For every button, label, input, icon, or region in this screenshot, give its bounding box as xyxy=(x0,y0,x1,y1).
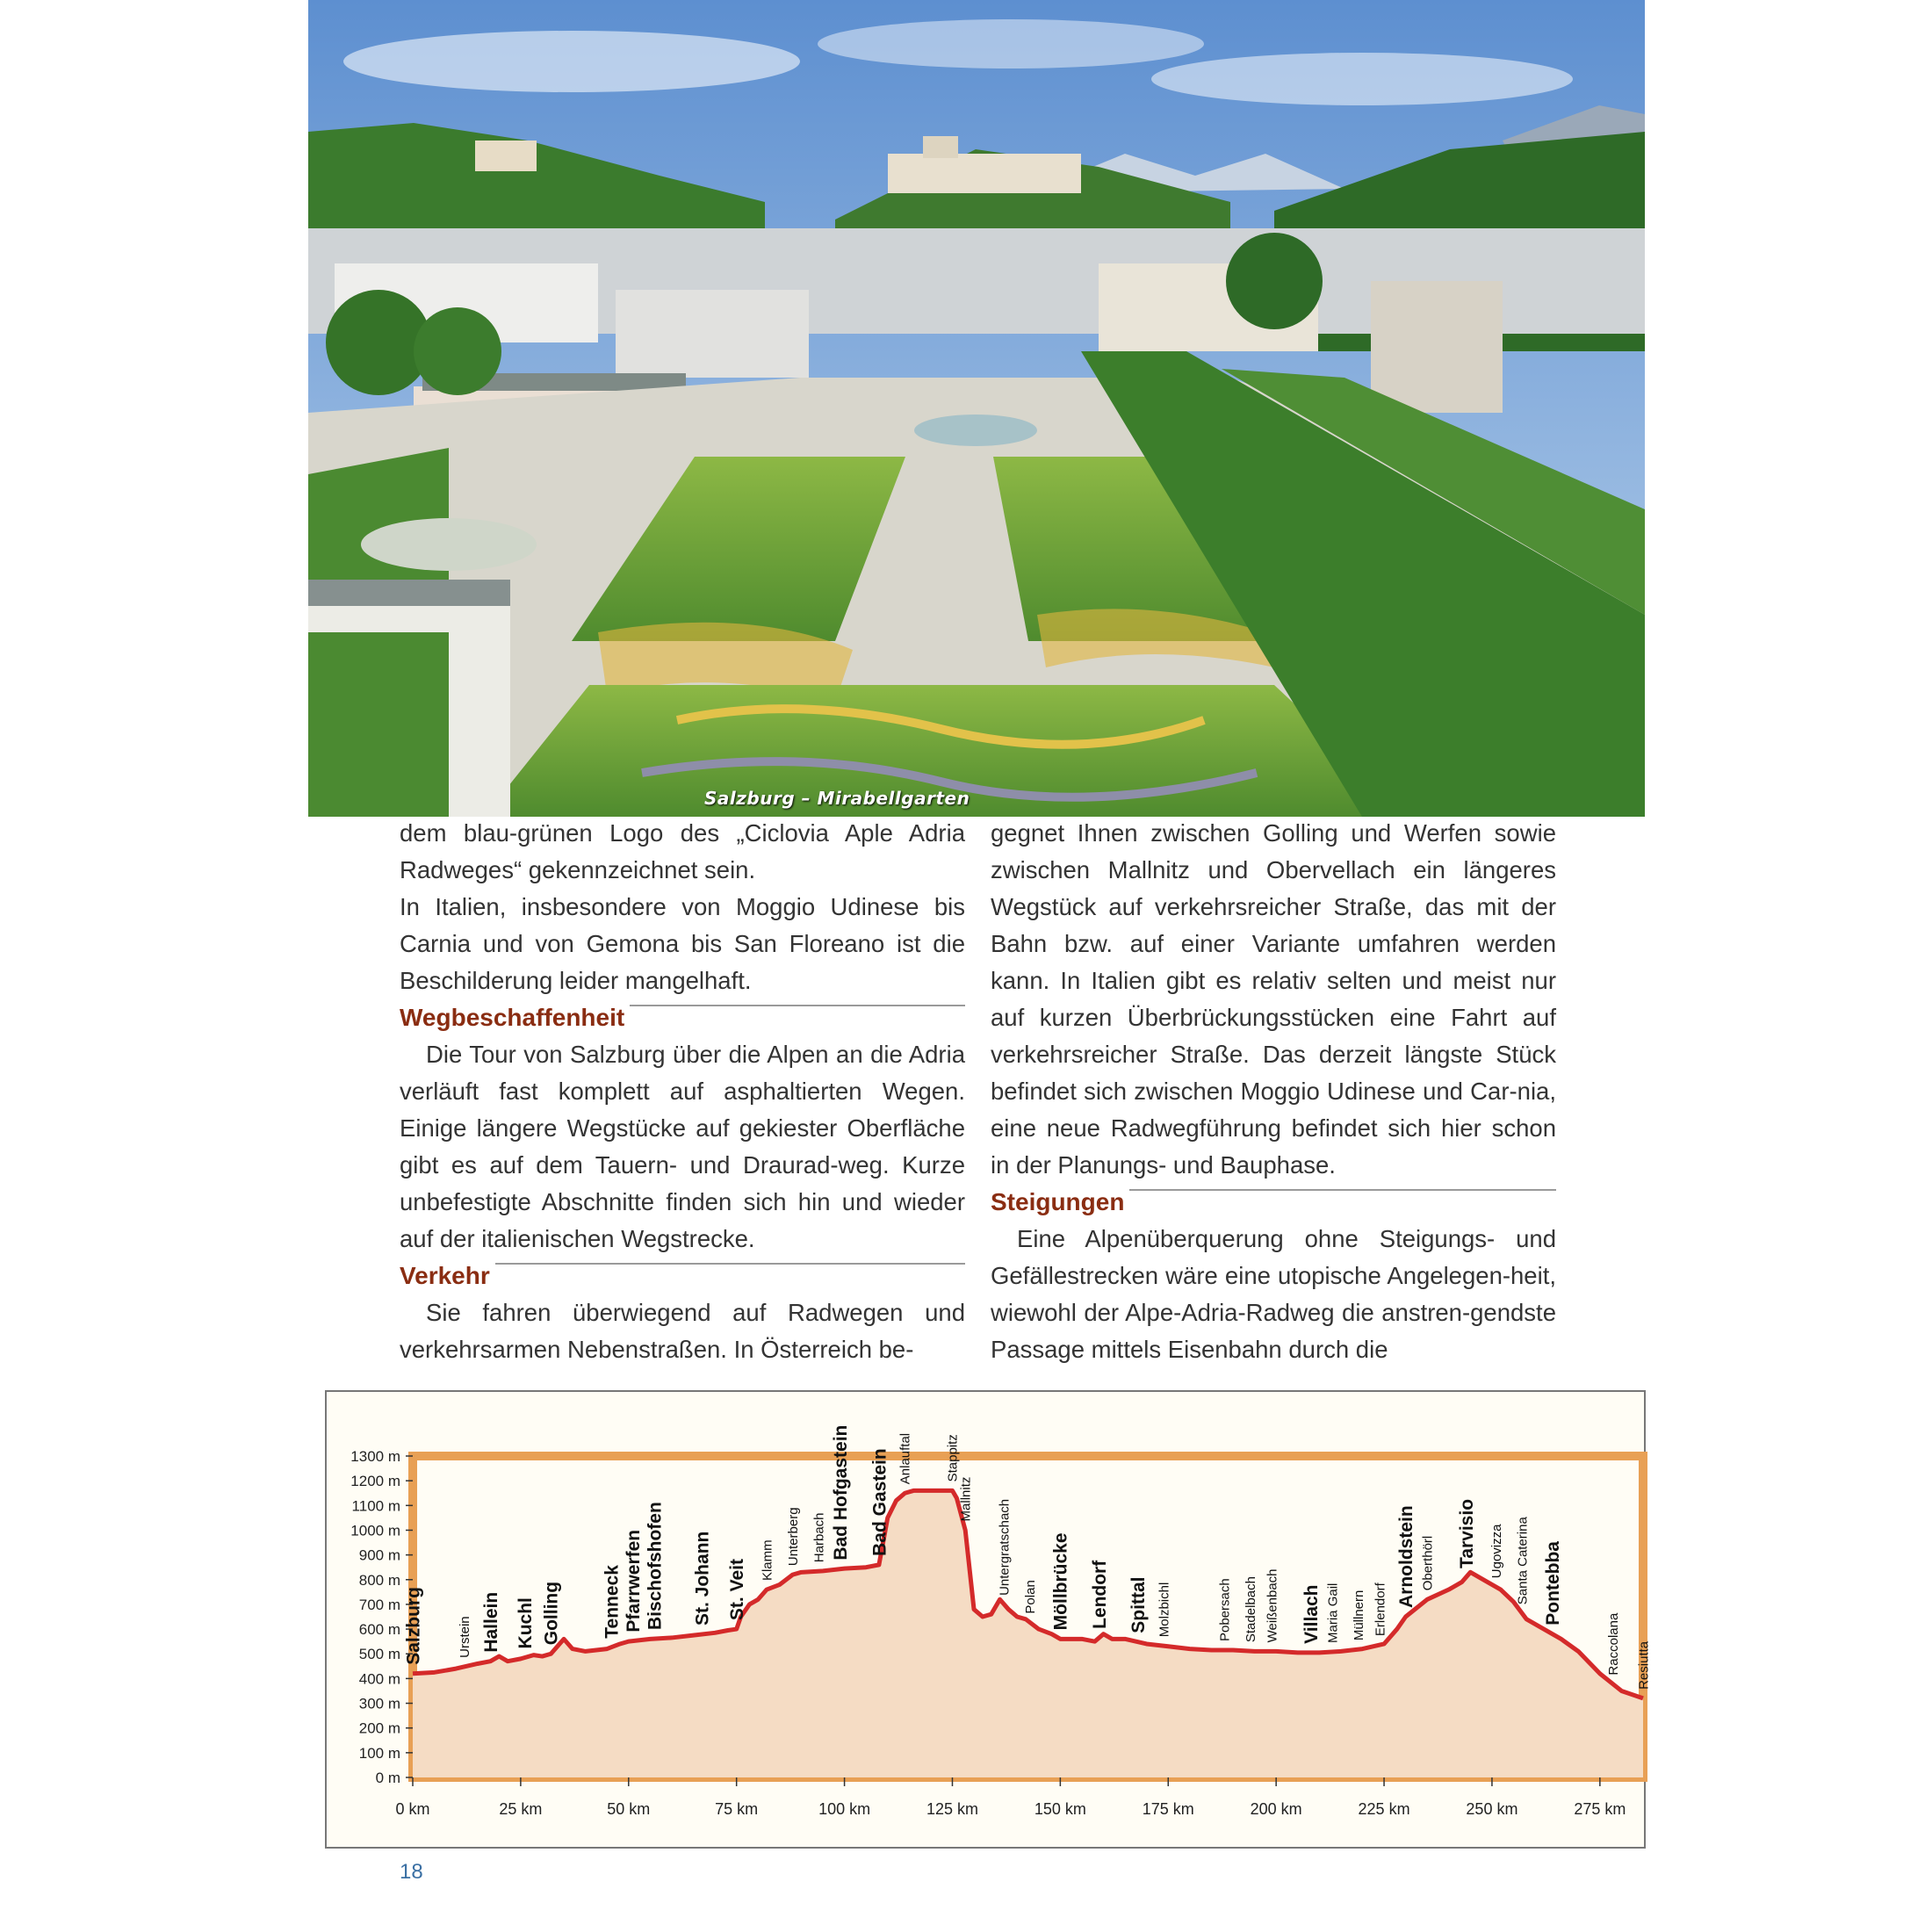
y-tick-label: 0 m xyxy=(375,1770,400,1786)
place-label: Polan xyxy=(1023,1580,1039,1614)
x-tick-label: 200 km xyxy=(1250,1800,1302,1818)
photo-salzburg-mirabellgarten xyxy=(308,0,1645,817)
x-tick-label: 225 km xyxy=(1358,1800,1410,1818)
place-label: Tenneck xyxy=(602,1565,623,1639)
place-label: St. Johann xyxy=(692,1531,713,1626)
place-label: Arnoldstein xyxy=(1395,1505,1417,1608)
place-label: Erlendorf xyxy=(1373,1582,1388,1637)
section-heading-label: Wegbeschaffenheit xyxy=(400,1004,630,1031)
section-heading-label: Steigungen xyxy=(991,1188,1129,1215)
place-label: Hallein xyxy=(480,1591,501,1653)
place-label: Stappitz xyxy=(945,1434,961,1482)
landscape-photo-icon xyxy=(308,0,1645,817)
y-tick-label: 200 m xyxy=(358,1719,400,1737)
x-tick-label: 125 km xyxy=(926,1800,978,1818)
place-label: Bad Hofgastein xyxy=(831,1424,852,1561)
place-label: Pobersach xyxy=(1217,1578,1233,1642)
place-label: Weißenbach xyxy=(1265,1568,1280,1643)
place-label: Pfarrwerfen xyxy=(624,1529,645,1633)
place-label: Kuchl xyxy=(515,1597,537,1649)
photo-caption: Salzburg – Mirabellgarten xyxy=(704,788,970,809)
place-label: Ugovizza xyxy=(1489,1524,1505,1579)
y-tick-label: 400 m xyxy=(358,1670,400,1688)
y-tick-label: 600 m xyxy=(358,1621,400,1639)
paragraph: Eine Alpenüberquerung ohne Steigungs- und Gefällestrecken wäre eine utopische Angelegen-heit, wiewohl der Alpe-Adria-Radweg die anstren-gendste Passage mittels Eisenbahn durch die xyxy=(991,1225,1556,1363)
paragraph: gegnet Ihnen zwischen Golling und Werfen sowie zwischen Mallnitz und Obervellach ein längeres Wegstück auf verkehrsreicher Straße, das mit der Bahn bzw. auf einer Variante umfahren werden kann. In Italien gibt es relativ selten und meist nur auf kurzen Überbrückungsstücken eine Fahrt auf verkehrsreicher Straße. Das derzeit längste Stück befindet sich zwischen Moggio Udinese und Car-nia, eine neue Radwegführung befindet sich hier schon in der Planungs- und Bauphase. xyxy=(991,819,1556,1179)
place-label: Anlauftal xyxy=(898,1432,913,1485)
place-label: Salzburg xyxy=(403,1587,424,1665)
place-label: Pontebba xyxy=(1543,1541,1564,1626)
place-label: Klamm xyxy=(760,1539,775,1582)
place-label: Stadelbach xyxy=(1243,1576,1258,1643)
y-tick-label: 100 m xyxy=(358,1744,400,1762)
y-tick-label: 1000 m xyxy=(350,1522,400,1539)
place-label: Lendorf xyxy=(1089,1560,1110,1629)
place-label: Maria Gail xyxy=(1325,1582,1341,1643)
y-tick-label: 900 m xyxy=(358,1546,400,1564)
section-heading-label: Verkehr xyxy=(400,1262,495,1289)
y-tick-label: 700 m xyxy=(358,1596,400,1613)
elevation-profile-svg xyxy=(326,1391,1652,1848)
place-label: Bischofshofen xyxy=(645,1502,666,1631)
paragraph: dem blau-grünen Logo des „Ciclovia Aple Adria Radweges“ gekennzeichnet sein. xyxy=(400,819,965,883)
place-label: Unterberg xyxy=(785,1507,801,1567)
y-tick-label: 1100 m xyxy=(351,1497,400,1515)
place-label: Raccolana xyxy=(1605,1612,1621,1676)
place-label: Mallnitz xyxy=(958,1476,974,1522)
place-label: Molzbichl xyxy=(1157,1582,1172,1638)
place-label: Möllbrücke xyxy=(1050,1532,1071,1631)
place-label: Bad Gastein xyxy=(869,1448,890,1556)
x-tick-label: 100 km xyxy=(818,1800,871,1818)
place-label: St. Veit xyxy=(727,1559,748,1621)
paragraph: Die Tour von Salzburg über die Alpen an die Adria verläuft fast komplett auf asphaltierten Wegen. Einige längere Wegstücke auf gekiester Oberfläche gibt es auf dem Tauern- und Draurad-weg. Kurze unbefestigte Abschnitte finden sich hin und wieder auf der italienischen Wegstrecke. xyxy=(400,1041,965,1252)
y-tick-label: 500 m xyxy=(358,1646,400,1663)
place-label: Müllnern xyxy=(1351,1590,1366,1641)
y-tick-label: 800 m xyxy=(358,1571,400,1589)
x-tick-label: 250 km xyxy=(1466,1800,1518,1818)
x-tick-label: 0 km xyxy=(395,1800,430,1818)
page-number: 18 xyxy=(400,1860,423,1884)
elevation-profile-chart xyxy=(326,1391,1652,1848)
place-label: Santa Caterina xyxy=(1515,1517,1531,1605)
y-tick-label: 1300 m xyxy=(350,1448,400,1465)
x-tick-label: 175 km xyxy=(1142,1800,1194,1818)
section-heading-wegbeschaffenheit xyxy=(400,999,965,1036)
place-label: Tarvisio xyxy=(1456,1498,1477,1568)
place-label: Villach xyxy=(1301,1584,1322,1644)
section-heading-verkehr xyxy=(400,1258,965,1294)
place-label: Untergratschach xyxy=(997,1498,1013,1596)
x-tick-label: 25 km xyxy=(499,1800,543,1818)
place-label: Urstein xyxy=(458,1616,473,1658)
section-heading-steigungen xyxy=(991,1184,1556,1221)
place-label: Golling xyxy=(541,1581,562,1646)
place-label: Harbach xyxy=(811,1512,827,1563)
paragraph: In Italien, insbesondere von Moggio Udinese bis Carnia und von Gemona bis San Floreano ist die Beschilderung leider mangelhaft. xyxy=(400,893,965,994)
place-label: Oberthörl xyxy=(1420,1535,1436,1591)
text-column-left xyxy=(400,815,965,1368)
x-tick-label: 275 km xyxy=(1574,1800,1626,1818)
x-tick-label: 150 km xyxy=(1034,1800,1086,1818)
paragraph: Sie fahren überwiegend auf Radwegen und verkehrsarmen Nebenstraßen. In Österreich be- xyxy=(400,1299,965,1363)
x-tick-label: 50 km xyxy=(607,1800,651,1818)
y-tick-label: 1200 m xyxy=(350,1473,400,1490)
y-tick-label: 300 m xyxy=(358,1695,400,1712)
x-tick-label: 75 km xyxy=(715,1800,759,1818)
place-label: Resiutta xyxy=(1636,1640,1652,1690)
text-column-right xyxy=(991,815,1556,1368)
place-label: Spittal xyxy=(1128,1576,1150,1633)
